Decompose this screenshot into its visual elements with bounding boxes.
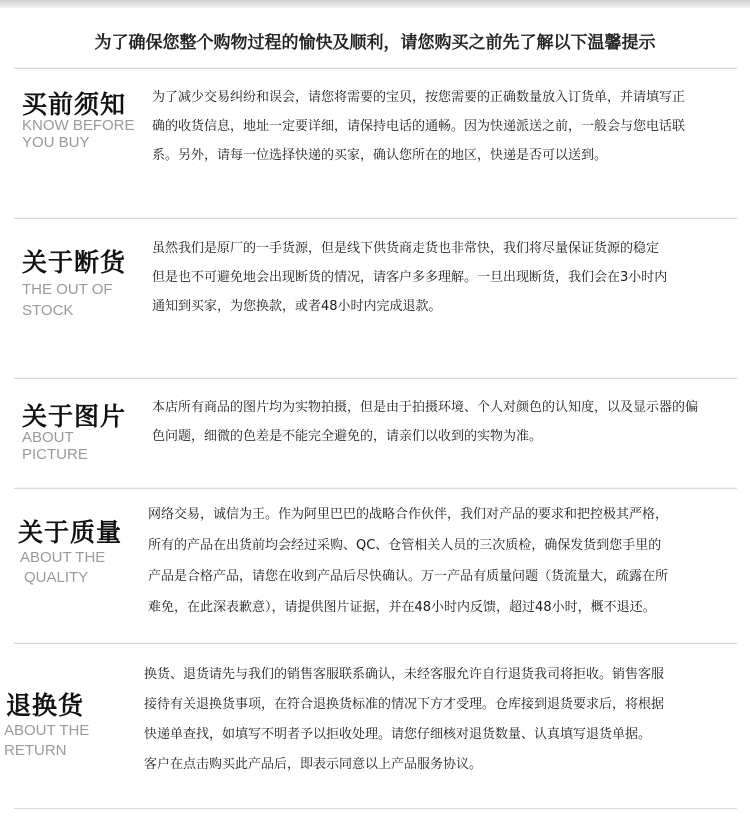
section-title-en-line1: KNOW BEFORE: [22, 117, 135, 134]
body-line: 客户在点击购买此产品后，即表示同意以上产品服务协议。: [144, 757, 483, 772]
section-know-before-you-buy: [14, 68, 737, 199]
section-body: [152, 234, 667, 321]
section-title-en-line2: PICTURE: [22, 446, 88, 463]
section-out-of-stock: [14, 218, 737, 359]
section-title-cn: 关于图片: [22, 402, 127, 431]
body-line: 为了减少交易纠纷和误会，请您将需要的宝贝，按您需要的正确数量放入订货单，并请填写正: [152, 90, 686, 105]
section-about-return: [4, 643, 737, 809]
section-body: [148, 499, 668, 623]
bottom-divider: [14, 808, 737, 809]
section-body: [144, 660, 664, 780]
body-line: 换货、退货请先与我们的销售客服联系确认，未经客服允许自行退货我司将拒收。销售客服: [144, 667, 665, 682]
section-title-cn: 关于质量: [18, 518, 123, 547]
section-body: [152, 393, 698, 451]
body-line: 通知到买家，为您换款，或者48小时内完成退款。: [152, 299, 442, 314]
body-line: 快递单查找，如填写不明者予以拒收处理。请您仔细核对退货数量、认真填写退货单据。: [144, 727, 652, 742]
section-title-en-line1: ABOUT THE: [20, 549, 106, 566]
section-title-en-line1: ABOUT: [22, 429, 74, 446]
section-title-en-line2: RETURN: [4, 742, 67, 759]
section-about-picture: [14, 378, 737, 477]
page-title: 为了确保您整个购物过程的愉快及顺利，请您购买之前先了解以下温馨提示: [94, 33, 656, 53]
top-shadow-bar: [0, 0, 750, 8]
section-title-en-line1: THE OUT OF: [22, 281, 113, 298]
body-line: 系。另外，请每一位选择快递的买家，确认您所在的地区，快递是否可以送到。: [152, 148, 608, 163]
section-title-en-line2: QUALITY: [24, 569, 89, 586]
section-title-en-line1: ABOUT THE: [4, 722, 90, 739]
section-title-cn: 退换货: [6, 691, 85, 720]
body-line: 但是也不可避免地会出现断货的情况，请客户多多理解。一旦出现断货，我们会在3小时内: [152, 270, 668, 285]
body-line: 接待有关退换货事项，在符合退换货标准的情况下方才受理。仓库接到退货要求后，将根据: [144, 697, 665, 712]
body-line: 难免，在此深表歉意），请提供图片证据，并在48小时内反馈，超过48小时，概不退还。: [148, 600, 656, 615]
section-about-quality: [14, 488, 737, 629]
body-line: 确的收货信息，地址一定要详细，请保持电话的通畅。因为快递派送之前，一般会与您电话联: [152, 119, 686, 134]
body-line: 虽然我们是原厂的一手货源，但是线下供货商走货也非常快，我们将尽量保证货源的稳定: [152, 241, 660, 256]
section-title-cn: 关于断货: [22, 248, 127, 277]
section-title-en-line2: STOCK: [22, 302, 74, 319]
body-line: 产品是合格产品，请您在收到产品后尽快确认。万一产品有质量问题（货流量大，疏露在所: [148, 569, 669, 584]
body-line: 所有的产品在出货前均会经过采购、QC、仓管相关人员的三次质检，确保发货到您手里的: [148, 538, 662, 553]
section-body: [152, 83, 685, 170]
body-line: 本店所有商品的图片均为实物拍摄，但是由于拍摄环境、个人对颜色的认知度，以及显示器的偏: [152, 400, 699, 415]
section-title-cn: 买前须知: [22, 90, 127, 119]
section-title-en-line2: YOU BUY: [22, 134, 90, 151]
body-line: 色问题，细微的色差是不能完全避免的，请亲们以收到的实物为准。: [152, 429, 543, 444]
body-line: 网络交易，诚信为王。作为阿里巴巴的战略合作伙伴，我们对产品的要求和把控极其严格，: [148, 507, 669, 522]
